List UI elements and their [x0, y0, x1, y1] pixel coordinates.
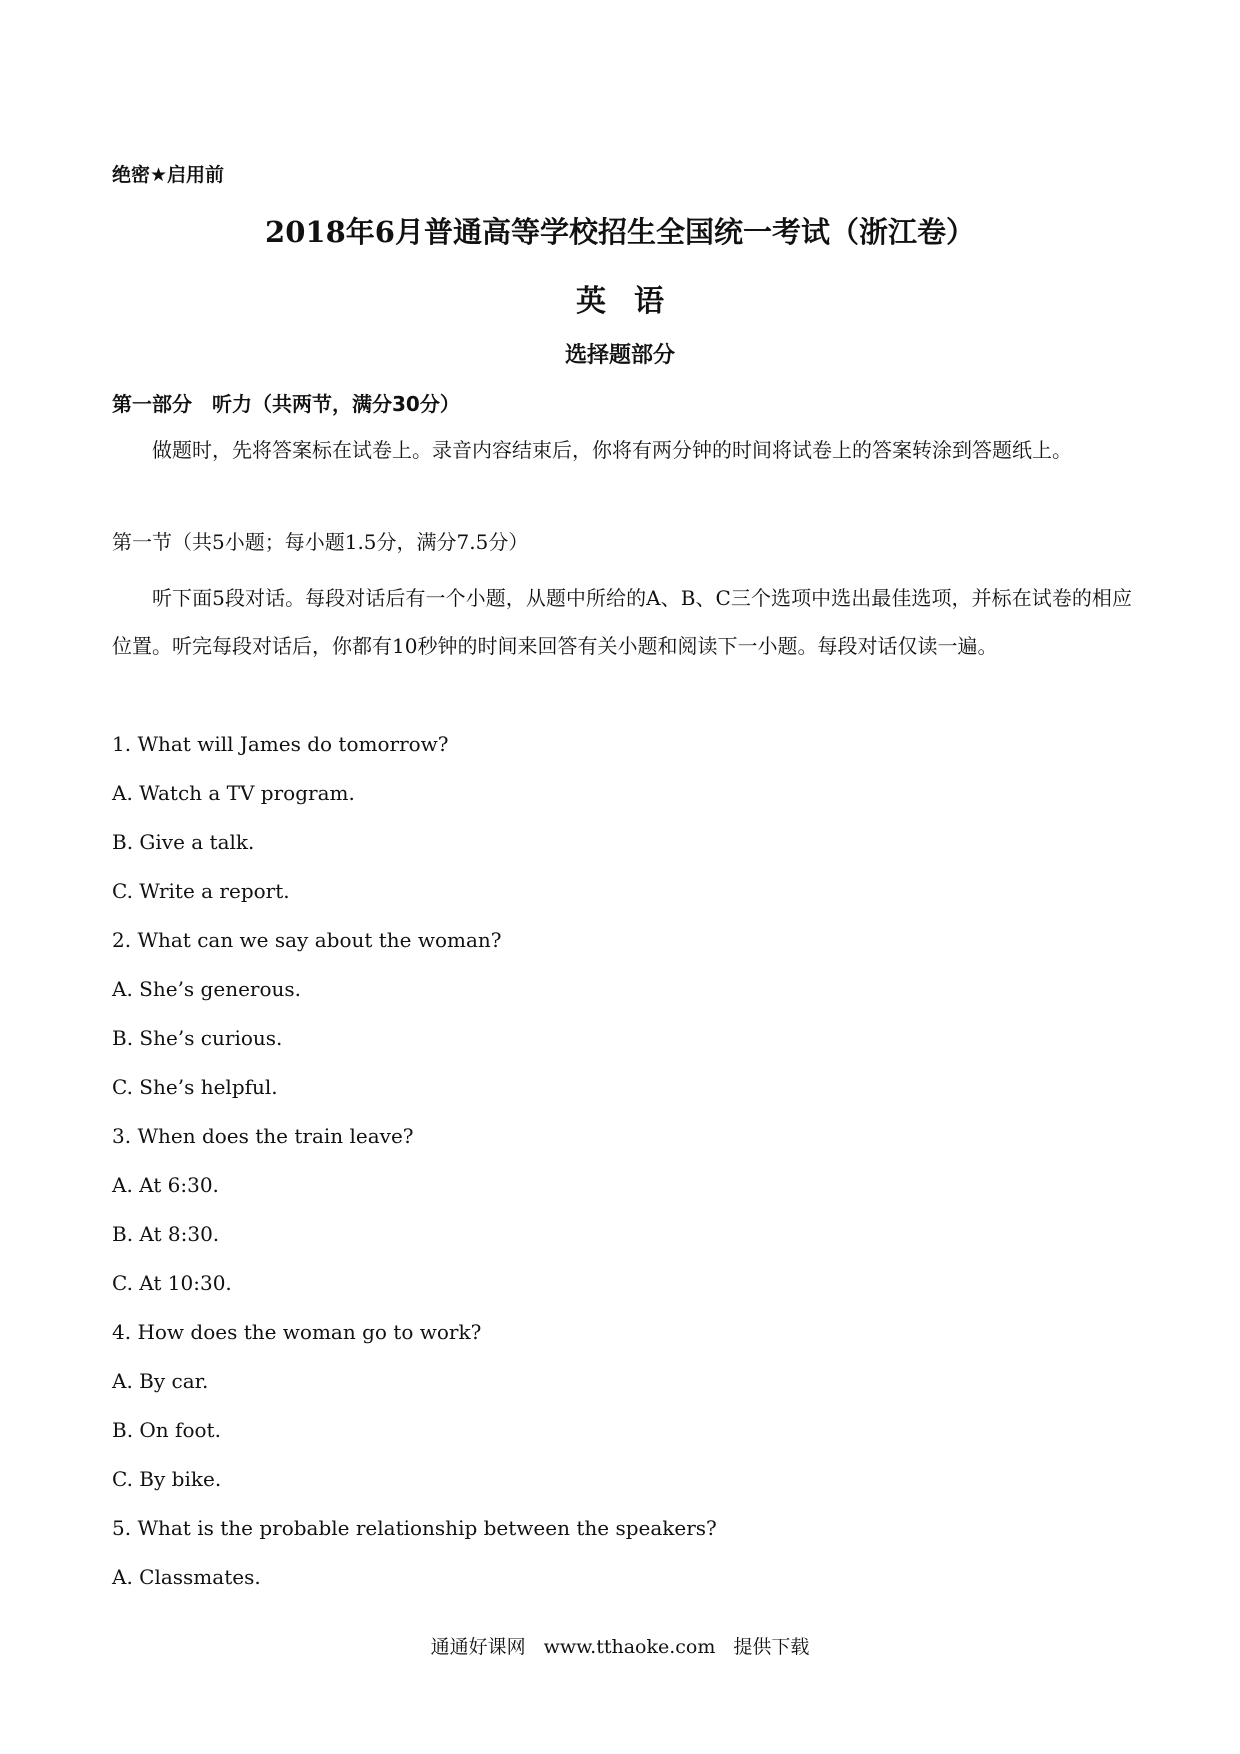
question-3-option-c: C. At 10:30. [112, 1271, 232, 1295]
question-4-option-a: A. By car. [112, 1369, 209, 1393]
exam-title: 2018年6月普通高等学校招生全国统一考试（浙江卷） [265, 215, 975, 249]
question-4: 4. How does the woman go to work? [112, 1320, 482, 1344]
subsection-heading: 第一节（共5小题；每小题1.5分，满分7.5分） [112, 530, 529, 554]
question-2: 2. What can we say about the woman? [112, 928, 502, 952]
question-1-option-c: C. Write a report. [112, 879, 290, 903]
question-5-option-a: A. Classmates. [112, 1565, 261, 1589]
question-4-option-b: B. On foot. [112, 1418, 221, 1442]
question-3-option-b: B. At 8:30. [112, 1222, 220, 1246]
question-2-option-a: A. She’s generous. [112, 977, 302, 1001]
question-2-option-c: C. She’s helpful. [112, 1075, 278, 1099]
question-3-option-a: A. At 6:30. [112, 1173, 219, 1197]
footer-suffix: 提供下载 [733, 1636, 810, 1658]
footer-site-name: 通通好课网 [430, 1636, 526, 1658]
subject-title: 英语 [576, 284, 692, 319]
question-1-option-a: A. Watch a TV program. [112, 781, 355, 805]
confidential-label: 绝密★启用前 [112, 164, 225, 186]
question-list [112, 720, 717, 1602]
page-footer [0, 1632, 1240, 1659]
question-2-option-b: B. She’s curious. [112, 1026, 283, 1050]
question-5: 5. What is the probable relationship between the speakers? [112, 1516, 717, 1540]
question-1-option-b: B. Give a talk. [112, 830, 255, 854]
part-instructions: 做题时，先将答案标在试卷上。录音内容结束后，你将有两分钟的时间将试卷上的答案转涂到答题纸上。 [152, 438, 1072, 462]
subsection-instructions: 听下面5段对话。每段对话后有一个小题，从题中所给的A、B、C三个选项中选出最佳选项，并标在试卷的相应位置。听完每段对话后，你都有10秒钟的时间来回答有关小题和阅读下一小题。每段对话仅读一遍。 [112, 586, 1132, 658]
question-1: 1. What will James do tomorrow? [112, 732, 449, 756]
section-title: 选择题部分 [564, 343, 675, 368]
question-4-option-c: C. By bike. [112, 1467, 222, 1491]
footer-url[interactable]: www.tthaoke.com [543, 1636, 716, 1658]
part-heading: 第一部分 听力（共两节，满分30分） [112, 392, 460, 416]
question-3: 3. When does the train leave? [112, 1124, 414, 1148]
